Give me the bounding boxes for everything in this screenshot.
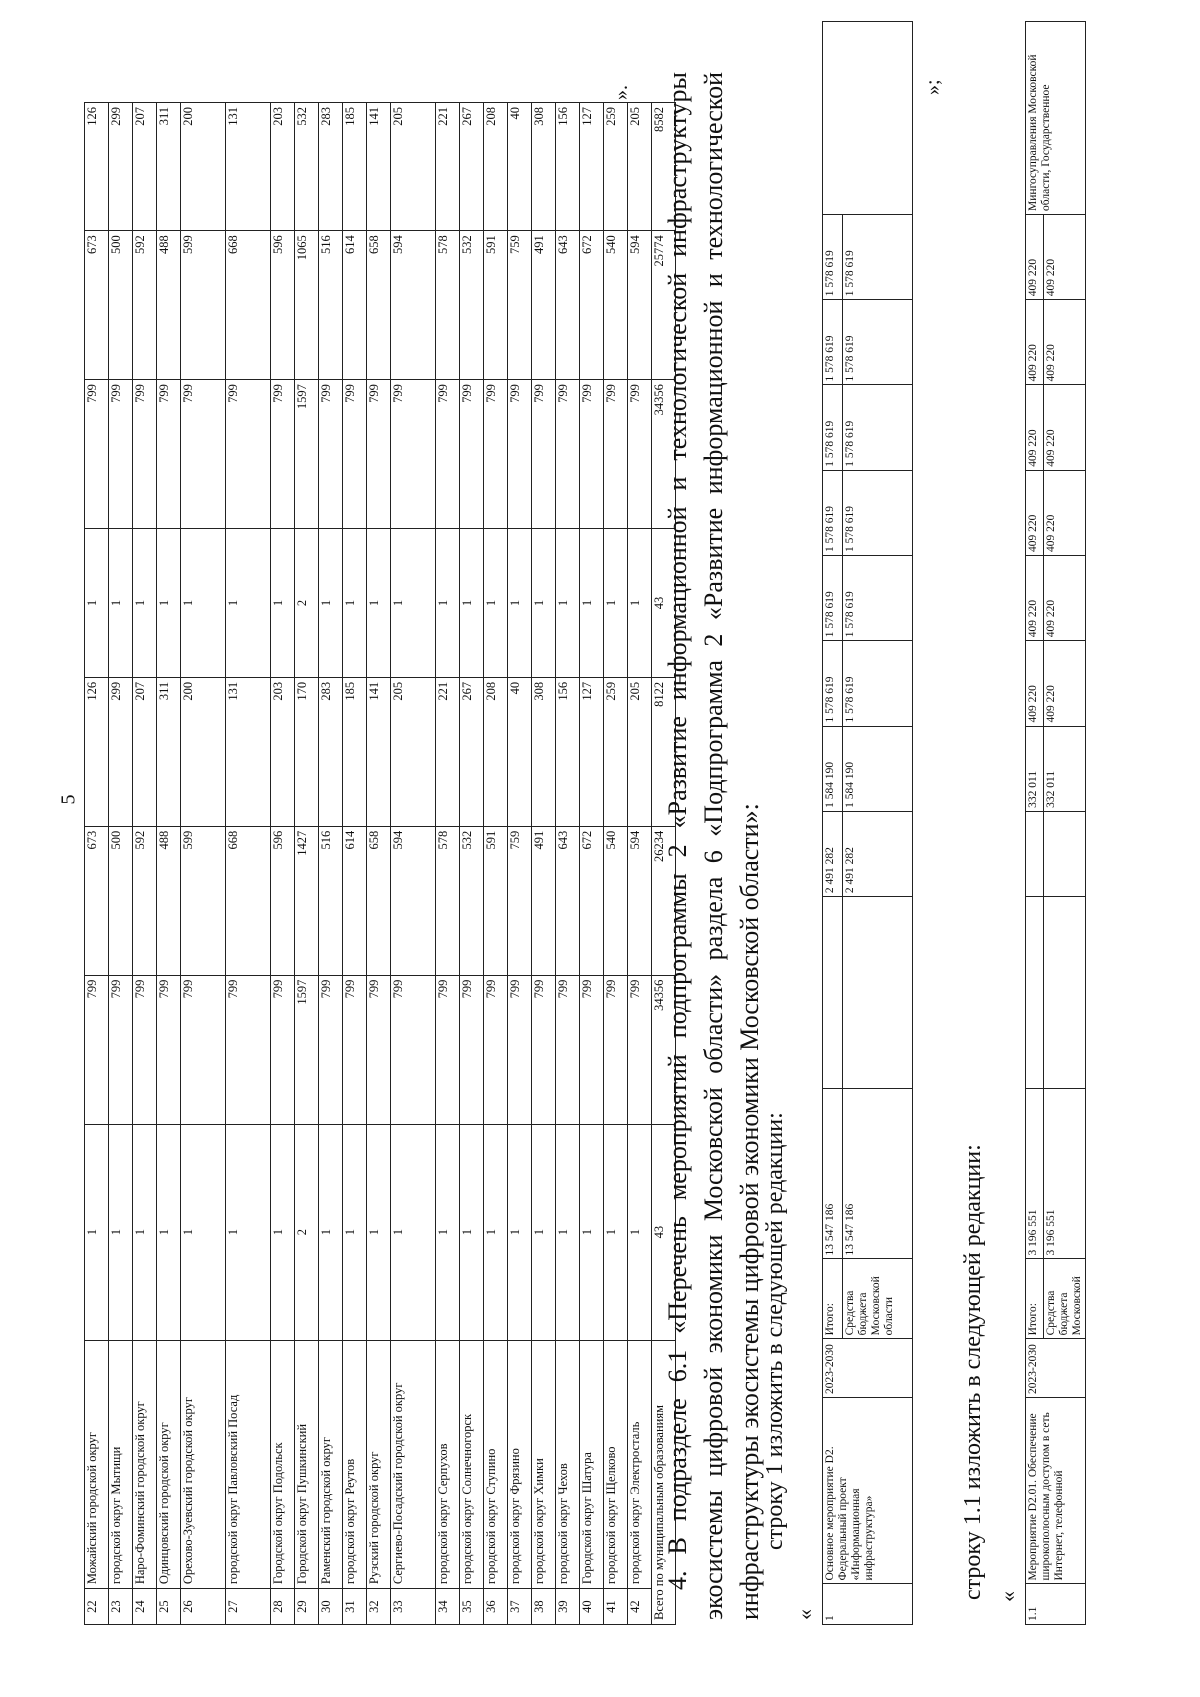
cell-c7: 1065 <box>295 231 319 380</box>
cell-c8: 299 <box>109 103 133 231</box>
row1-title: Основное мероприятие D2. Федеральный проект «Информационная инфраструктура» <box>823 1397 913 1584</box>
cell-c5: 1 <box>391 529 436 678</box>
cell-c7: 516 <box>319 231 343 380</box>
row1-table <box>822 21 913 1625</box>
cell-c8: 200 <box>181 103 226 231</box>
cell-c5: 1 <box>133 529 157 678</box>
cell-c8: 308 <box>532 103 556 231</box>
cell-c2: 799 <box>271 975 295 1124</box>
cell-c1: 1 <box>85 1124 109 1340</box>
cell-c4: 127 <box>580 677 604 826</box>
row-number: 38 <box>532 1589 556 1625</box>
row-number: 33 <box>391 1589 436 1625</box>
cell-c3: 673 <box>85 826 109 975</box>
cell-c5: 1 <box>343 529 367 678</box>
cell-c1: 1 <box>604 1124 628 1340</box>
cell-c6: 34356 <box>652 380 676 529</box>
cell-c4: 170 <box>295 677 319 826</box>
cell-c5: 1 <box>85 529 109 678</box>
row1-value: 1 578 619 <box>823 300 843 385</box>
cell-c7: 578 <box>436 231 460 380</box>
table-row <box>508 103 532 1625</box>
municipality-name: городской округ Чехов <box>556 1340 580 1588</box>
row11-table <box>1025 21 1086 1625</box>
municipality-name: Городской округ Подольск <box>271 1340 295 1588</box>
cell-c1: 1 <box>271 1124 295 1340</box>
municipality-name: городской округ Щелково <box>604 1340 628 1588</box>
municipality-name: Наро-Фоминский городской округ <box>133 1340 157 1588</box>
municipal-table-body <box>85 103 676 1625</box>
row-number: 28 <box>271 1589 295 1625</box>
cell-c7: 591 <box>484 231 508 380</box>
cell-c2: 34356 <box>652 975 676 1124</box>
row-number: 26 <box>181 1589 226 1625</box>
municipal-table <box>84 102 676 1625</box>
cell-c4: 259 <box>604 677 628 826</box>
municipality-name: Рузский городской округ <box>367 1340 391 1588</box>
row-number: 34 <box>436 1589 460 1625</box>
row1-value: 1 584 190 <box>823 726 843 811</box>
row11-value: 409 220 <box>1026 214 1044 299</box>
page-number: 5 <box>57 794 80 805</box>
cell-c8: 205 <box>628 103 652 231</box>
row11-value: 409 220 <box>1044 385 1086 470</box>
cell-c1: 1 <box>391 1124 436 1340</box>
cell-c1: 1 <box>436 1124 460 1340</box>
row1-number: 1 <box>823 1584 913 1625</box>
cell-c1: 1 <box>484 1124 508 1340</box>
row1-instruction: строку 1 изложить в следующей редакции: <box>762 1112 788 1550</box>
row1-value-total: 13 547 186 <box>843 1088 913 1259</box>
row-number: 29 <box>295 1589 319 1625</box>
cell-c5: 1 <box>508 529 532 678</box>
row1-value: 2 491 282 <box>843 811 913 896</box>
row-number: 22 <box>85 1589 109 1625</box>
row11-value: 409 220 <box>1044 556 1086 641</box>
cell-c5: 1 <box>556 529 580 678</box>
cell-c7: 594 <box>391 231 436 380</box>
cell-c4: 221 <box>436 677 460 826</box>
table-row <box>295 103 319 1625</box>
municipality-name: Городской округ Шатура <box>580 1340 604 1588</box>
row11-value: 409 220 <box>1026 641 1044 726</box>
cell-c5: 1 <box>367 529 391 678</box>
table-row <box>85 103 109 1625</box>
cell-c1: 1 <box>580 1124 604 1340</box>
row-number: 24 <box>133 1589 157 1625</box>
cell-c5: 1 <box>460 529 484 678</box>
row11-source-total: Итого: <box>1026 1259 1044 1339</box>
municipality-name: Одинцовский городской округ <box>157 1340 181 1588</box>
row-number: 30 <box>319 1589 343 1625</box>
cell-c4: 311 <box>157 677 181 826</box>
table-row <box>319 103 343 1625</box>
cell-c4: 267 <box>460 677 484 826</box>
municipality-name: городской округ Реутов <box>343 1340 367 1588</box>
row1-value: 1 578 619 <box>823 214 843 299</box>
cell-c6: 799 <box>556 380 580 529</box>
row11-value: 332 011 <box>1044 726 1086 811</box>
row11-source-budget: Средства бюджета Московской <box>1044 1259 1086 1339</box>
cell-c4: 205 <box>628 677 652 826</box>
cell-c6: 799 <box>271 380 295 529</box>
cell-c3: 658 <box>367 826 391 975</box>
cell-c3: 599 <box>181 826 226 975</box>
cell-c1: 1 <box>319 1124 343 1340</box>
row-number: 32 <box>367 1589 391 1625</box>
open-quote-2: « <box>995 1591 1020 1602</box>
cell-c7: 759 <box>508 231 532 380</box>
cell-c2: 799 <box>391 975 436 1124</box>
municipality-name: Орехово-Зуевский городской округ <box>181 1340 226 1588</box>
cell-c8: 141 <box>367 103 391 231</box>
cell-c1: 1 <box>133 1124 157 1340</box>
cell-c2: 799 <box>604 975 628 1124</box>
cell-c1: 1 <box>628 1124 652 1340</box>
cell-c8: 205 <box>391 103 436 231</box>
cell-c6: 799 <box>460 380 484 529</box>
cell-c2: 799 <box>181 975 226 1124</box>
row11-value: 409 220 <box>1026 470 1044 555</box>
row1-value: 1 578 619 <box>843 385 913 470</box>
cell-c6: 799 <box>319 380 343 529</box>
cell-c4: 205 <box>391 677 436 826</box>
row1-value-total: 13 547 186 <box>823 1088 843 1259</box>
cell-c1: 1 <box>181 1124 226 1340</box>
municipality-name: городской округ Серпухов <box>436 1340 460 1588</box>
cell-c5: 1 <box>226 529 271 678</box>
cell-c4: 208 <box>484 677 508 826</box>
cell-c3: 594 <box>628 826 652 975</box>
table-row <box>436 103 460 1625</box>
cell-c3: 578 <box>436 826 460 975</box>
closing-quote-2: »; <box>922 79 944 95</box>
row-number: 35 <box>460 1589 484 1625</box>
closing-quote: ». <box>610 85 632 100</box>
open-quote: « <box>792 1609 817 1620</box>
paragraph-4-text: 4. В подразделе 6.1 «Перечень мероприятий подпрограммы 2 «Развитие информационной и технологической инфраструктуры экосистемы цифровой экономики Московской области» раздела 6 «Подпрограмма 2 «Развитие информационной и технологической инфраструктуры экосистемы цифровой экономики Московской области»: <box>663 72 764 1620</box>
cell-c4: 299 <box>109 677 133 826</box>
cell-c5: 1 <box>604 529 628 678</box>
cell-c8: 259 <box>604 103 628 231</box>
cell-c7: 672 <box>580 231 604 380</box>
table-row <box>484 103 508 1625</box>
cell-c5: 1 <box>109 529 133 678</box>
cell-c2: 799 <box>484 975 508 1124</box>
paragraph-4 <box>660 72 768 1620</box>
cell-c3: 594 <box>391 826 436 975</box>
cell-c6: 799 <box>508 380 532 529</box>
cell-c7: 658 <box>367 231 391 380</box>
cell-c4: 126 <box>85 677 109 826</box>
municipality-name: городской округ Ступино <box>484 1340 508 1588</box>
cell-c6: 799 <box>109 380 133 529</box>
municipality-name: городской округ Павловский Посад <box>226 1340 271 1588</box>
row-number: 25 <box>157 1589 181 1625</box>
row1-value: 1 578 619 <box>843 300 913 385</box>
cell-c5: 1 <box>319 529 343 678</box>
row1-period: 2023-2030 <box>823 1339 913 1398</box>
table-row <box>226 103 271 1625</box>
cell-c5: 1 <box>271 529 295 678</box>
row11-title: Мероприятие D2.01. Обеспечение широкополосным доступом в сеть Интернет, телефонной <box>1026 1397 1086 1584</box>
cell-c3: 500 <box>109 826 133 975</box>
table-row <box>343 103 367 1625</box>
cell-c5: 1 <box>532 529 556 678</box>
municipality-name: Раменский городской округ <box>319 1340 343 1588</box>
cell-c7: 668 <box>226 231 271 380</box>
row11-value: 409 220 <box>1044 641 1086 726</box>
cell-c2: 799 <box>343 975 367 1124</box>
cell-c2: 1597 <box>295 975 319 1124</box>
cell-c7: 532 <box>460 231 484 380</box>
table-row <box>133 103 157 1625</box>
row11-responsible: Мингосуправления Московской области, Государственное <box>1026 22 1086 215</box>
row1-value: 1 578 619 <box>823 385 843 470</box>
row-number: 27 <box>226 1589 271 1625</box>
table-row <box>604 103 628 1625</box>
cell-c4: 203 <box>271 677 295 826</box>
cell-c2: 799 <box>508 975 532 1124</box>
table-row <box>460 103 484 1625</box>
cell-c8: 203 <box>271 103 295 231</box>
row-number: 41 <box>604 1589 628 1625</box>
cell-c2: 799 <box>460 975 484 1124</box>
row11-value: 409 220 <box>1026 300 1044 385</box>
cell-c1: 1 <box>109 1124 133 1340</box>
cell-c1: 1 <box>343 1124 367 1340</box>
row11-value: 409 220 <box>1026 556 1044 641</box>
cell-c8: 267 <box>460 103 484 231</box>
row1-source-total: Итого: <box>823 1259 843 1339</box>
cell-c2: 799 <box>85 975 109 1124</box>
row1-value: 1 578 619 <box>843 214 913 299</box>
cell-c4: 40 <box>508 677 532 826</box>
cell-c7: 491 <box>532 231 556 380</box>
row11-value-total: 3 196 551 <box>1044 1088 1086 1259</box>
municipality-name: городской округ Фрязино <box>508 1340 532 1588</box>
cell-c3: 26234 <box>652 826 676 975</box>
cell-c6: 799 <box>628 380 652 529</box>
cell-c3: 540 <box>604 826 628 975</box>
table-row <box>367 103 391 1625</box>
cell-c7: 594 <box>628 231 652 380</box>
table-row <box>580 103 604 1625</box>
cell-c4: 200 <box>181 677 226 826</box>
cell-c4: 131 <box>226 677 271 826</box>
cell-c8: 156 <box>556 103 580 231</box>
table-row <box>556 103 580 1625</box>
cell-c8: 185 <box>343 103 367 231</box>
cell-c6: 799 <box>391 380 436 529</box>
cell-c6: 799 <box>484 380 508 529</box>
cell-c3: 759 <box>508 826 532 975</box>
cell-c2: 799 <box>157 975 181 1124</box>
table-row <box>271 103 295 1625</box>
row11-value: 409 220 <box>1044 470 1086 555</box>
cell-c2: 799 <box>133 975 157 1124</box>
row1-value: 1 578 619 <box>843 641 913 726</box>
cell-c3: 516 <box>319 826 343 975</box>
cell-c6: 799 <box>181 380 226 529</box>
municipality-name: Городской округ Пушкинский <box>295 1340 319 1588</box>
cell-c1: 43 <box>652 1124 676 1340</box>
cell-c1: 1 <box>508 1124 532 1340</box>
cell-c6: 799 <box>226 380 271 529</box>
cell-c3: 614 <box>343 826 367 975</box>
row11-period: 2023-2030 <box>1026 1339 1086 1398</box>
row11-value: 332 011 <box>1026 726 1044 811</box>
cell-c5: 43 <box>652 529 676 678</box>
row-number: 31 <box>343 1589 367 1625</box>
cell-c6: 799 <box>85 380 109 529</box>
row-number: 36 <box>484 1589 508 1625</box>
cell-c8: 311 <box>157 103 181 231</box>
row11-value-total: 3 196 551 <box>1026 1088 1044 1259</box>
cell-c4: 308 <box>532 677 556 826</box>
row-number: 23 <box>109 1589 133 1625</box>
table-row <box>391 103 436 1625</box>
cell-c3: 672 <box>580 826 604 975</box>
cell-c5: 1 <box>580 529 604 678</box>
cell-c2: 799 <box>532 975 556 1124</box>
cell-c6: 799 <box>532 380 556 529</box>
row-number: 42 <box>628 1589 652 1625</box>
row11-value: 409 220 <box>1044 300 1086 385</box>
cell-c5: 2 <box>295 529 319 678</box>
row1-value: 1 578 619 <box>823 470 843 555</box>
row11-number: 1.1 <box>1026 1584 1086 1625</box>
cell-c1: 2 <box>295 1124 319 1340</box>
cell-c2: 799 <box>109 975 133 1124</box>
municipality-name: городской округ Химки <box>532 1340 556 1588</box>
cell-c2: 799 <box>226 975 271 1124</box>
cell-c8: 126 <box>85 103 109 231</box>
row1-value: 1 578 619 <box>823 556 843 641</box>
cell-c5: 1 <box>157 529 181 678</box>
row1-value: 1 584 190 <box>843 726 913 811</box>
cell-c4: 185 <box>343 677 367 826</box>
cell-c4: 283 <box>319 677 343 826</box>
cell-c3: 592 <box>133 826 157 975</box>
cell-c6: 799 <box>604 380 628 529</box>
cell-c6: 799 <box>367 380 391 529</box>
row1-value: 1 578 619 <box>823 641 843 726</box>
municipality-name: городской округ Солнечногорск <box>460 1340 484 1588</box>
cell-c3: 596 <box>271 826 295 975</box>
cell-c7: 500 <box>109 231 133 380</box>
cell-c5: 1 <box>436 529 460 678</box>
cell-c7: 673 <box>85 231 109 380</box>
row11-value: 409 220 <box>1026 385 1044 470</box>
row-number: 40 <box>580 1589 604 1625</box>
cell-c3: 488 <box>157 826 181 975</box>
cell-c3: 591 <box>484 826 508 975</box>
cell-c6: 799 <box>343 380 367 529</box>
cell-c3: 1427 <box>295 826 319 975</box>
table-row <box>532 103 556 1625</box>
cell-c8: 283 <box>319 103 343 231</box>
cell-c8: 127 <box>580 103 604 231</box>
row-number: 37 <box>508 1589 532 1625</box>
cell-c7: 25774 <box>652 231 676 380</box>
cell-c6: 799 <box>133 380 157 529</box>
row1-value: 2 491 282 <box>823 811 843 896</box>
cell-c5: 1 <box>484 529 508 678</box>
cell-c3: 532 <box>460 826 484 975</box>
row11-value: 409 220 <box>1044 214 1086 299</box>
cell-c7: 488 <box>157 231 181 380</box>
cell-c7: 592 <box>133 231 157 380</box>
municipality-name: городской округ Мытищи <box>109 1340 133 1588</box>
cell-c3: 668 <box>226 826 271 975</box>
cell-c8: 131 <box>226 103 271 231</box>
cell-c1: 1 <box>532 1124 556 1340</box>
municipality-name: городской округ Электросталь <box>628 1340 652 1588</box>
cell-c7: 643 <box>556 231 580 380</box>
row1-source-budget: Средства бюджета Московской области <box>843 1259 913 1339</box>
cell-c1: 1 <box>460 1124 484 1340</box>
cell-c8: 532 <box>295 103 319 231</box>
cell-c7: 614 <box>343 231 367 380</box>
cell-c6: 799 <box>436 380 460 529</box>
total-label: Всего по муниципальным образованиям <box>652 1340 676 1624</box>
cell-c2: 799 <box>367 975 391 1124</box>
table-row <box>157 103 181 1625</box>
cell-c2: 799 <box>628 975 652 1124</box>
cell-c4: 141 <box>367 677 391 826</box>
cell-c2: 799 <box>580 975 604 1124</box>
cell-c2: 799 <box>436 975 460 1124</box>
cell-c7: 540 <box>604 231 628 380</box>
row1-value: 1 578 619 <box>843 556 913 641</box>
cell-c7: 596 <box>271 231 295 380</box>
cell-c2: 799 <box>319 975 343 1124</box>
cell-c8: 208 <box>484 103 508 231</box>
cell-c8: 40 <box>508 103 532 231</box>
cell-c8: 221 <box>436 103 460 231</box>
row-number: 39 <box>556 1589 580 1625</box>
cell-c6: 799 <box>580 380 604 529</box>
table-row <box>181 103 226 1625</box>
cell-c8: 207 <box>133 103 157 231</box>
cell-c1: 1 <box>367 1124 391 1340</box>
table-row <box>628 103 652 1625</box>
municipality-name: Сергиево-Посадский городской округ <box>391 1340 436 1588</box>
cell-c6: 1597 <box>295 380 319 529</box>
cell-c4: 207 <box>133 677 157 826</box>
cell-c2: 799 <box>556 975 580 1124</box>
row1-value: 1 578 619 <box>843 470 913 555</box>
cell-c1: 1 <box>556 1124 580 1340</box>
cell-c5: 1 <box>181 529 226 678</box>
cell-c4: 8122 <box>652 677 676 826</box>
cell-c3: 643 <box>556 826 580 975</box>
cell-c3: 491 <box>532 826 556 975</box>
rotated-page <box>40 40 1180 1640</box>
cell-c4: 156 <box>556 677 580 826</box>
cell-c5: 1 <box>628 529 652 678</box>
cell-c1: 1 <box>226 1124 271 1340</box>
row11-instruction: строку 1.1 изложить в следующей редакции: <box>960 1144 986 1600</box>
cell-c8: 8582 <box>652 103 676 231</box>
cell-c7: 599 <box>181 231 226 380</box>
cell-c1: 1 <box>157 1124 181 1340</box>
table-row <box>109 103 133 1625</box>
municipality-name: Можайский городской округ <box>85 1340 109 1588</box>
cell-c6: 799 <box>157 380 181 529</box>
